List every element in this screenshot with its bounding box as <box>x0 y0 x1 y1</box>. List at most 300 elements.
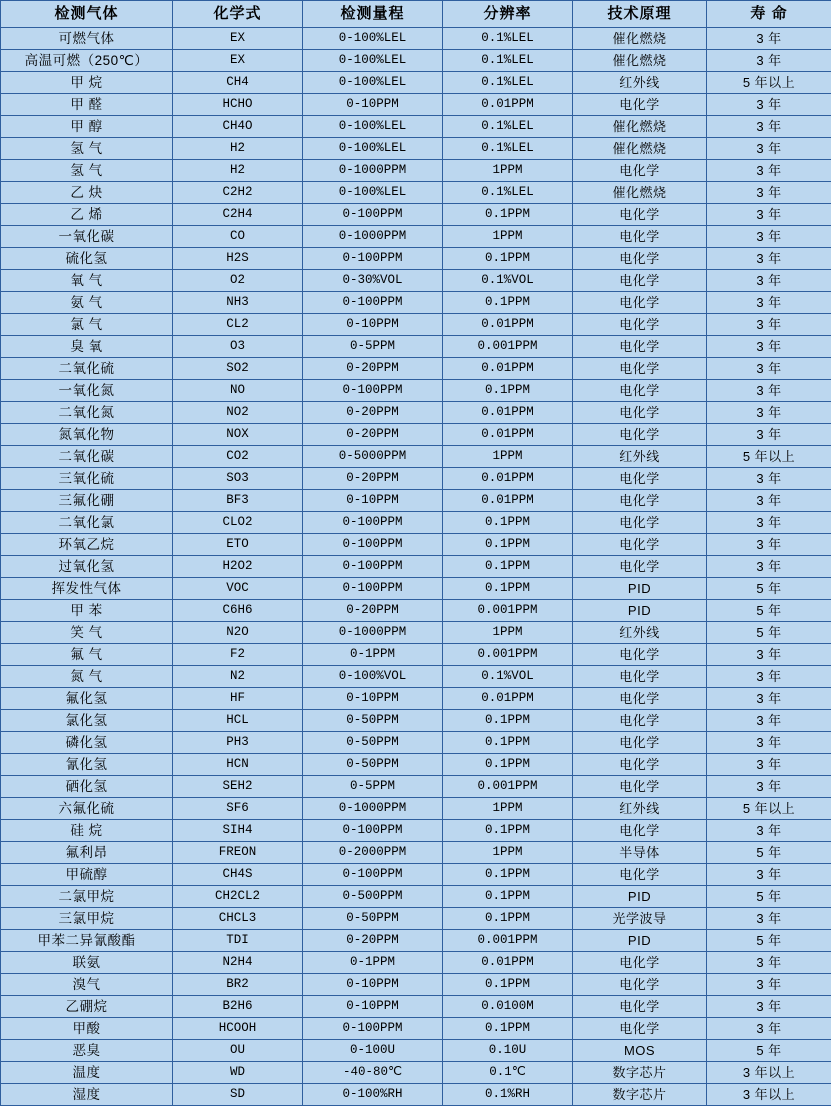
table-row <box>1 358 831 380</box>
cell-lifespan: 3 年 <box>707 138 831 160</box>
cell-detection-range: -40-80℃ <box>303 1062 443 1084</box>
cell-lifespan: 3 年 <box>707 424 831 446</box>
table-row <box>1 468 831 490</box>
cell-technical-principle: PID <box>573 930 707 952</box>
cell-gas-name: 氟利昂 <box>1 842 173 864</box>
cell-gas-name: 甲 苯 <box>1 600 173 622</box>
cell-technical-principle: 电化学 <box>573 974 707 996</box>
table-row <box>1 424 831 446</box>
cell-detection-range: 0-5000PPM <box>303 446 443 468</box>
cell-gas-name: 氢 气 <box>1 160 173 182</box>
cell-resolution: 1PPM <box>443 446 573 468</box>
cell-gas-name: 一氧化碳 <box>1 226 173 248</box>
cell-detection-range: 0-50PPM <box>303 908 443 930</box>
cell-resolution: 0.1%LEL <box>443 72 573 94</box>
cell-detection-range: 0-100PPM <box>303 820 443 842</box>
cell-chemical-formula: TDI <box>173 930 303 952</box>
cell-technical-principle: 电化学 <box>573 556 707 578</box>
cell-technical-principle: 电化学 <box>573 380 707 402</box>
cell-chemical-formula: VOC <box>173 578 303 600</box>
table-body <box>1 28 831 1106</box>
cell-detection-range: 0-10PPM <box>303 974 443 996</box>
table-row <box>1 556 831 578</box>
cell-gas-name: 二氧化氯 <box>1 512 173 534</box>
cell-detection-range: 0-5PPM <box>303 776 443 798</box>
cell-lifespan: 3 年 <box>707 512 831 534</box>
cell-resolution: 0.1PPM <box>443 380 573 402</box>
cell-resolution: 0.001PPM <box>443 776 573 798</box>
cell-chemical-formula: CO <box>173 226 303 248</box>
cell-lifespan: 3 年 <box>707 490 831 512</box>
cell-detection-range: 0-1000PPM <box>303 622 443 644</box>
cell-lifespan: 3 年 <box>707 732 831 754</box>
table-row <box>1 116 831 138</box>
cell-chemical-formula: N2 <box>173 666 303 688</box>
cell-resolution: 1PPM <box>443 798 573 820</box>
cell-technical-principle: 催化燃烧 <box>573 138 707 160</box>
cell-resolution: 0.1PPM <box>443 754 573 776</box>
cell-gas-name: 硅 烷 <box>1 820 173 842</box>
cell-lifespan: 3 年 <box>707 996 831 1018</box>
cell-gas-name: 硫化氢 <box>1 248 173 270</box>
cell-lifespan: 3 年 <box>707 644 831 666</box>
cell-chemical-formula: EX <box>173 28 303 50</box>
cell-detection-range: 0-100PPM <box>303 556 443 578</box>
cell-lifespan: 3 年 <box>707 50 831 72</box>
cell-resolution: 0.01PPM <box>443 490 573 512</box>
cell-resolution: 0.001PPM <box>443 644 573 666</box>
cell-detection-range: 0-500PPM <box>303 886 443 908</box>
cell-technical-principle: 电化学 <box>573 952 707 974</box>
cell-lifespan: 3 年 <box>707 710 831 732</box>
table-row <box>1 248 831 270</box>
table-row <box>1 666 831 688</box>
cell-lifespan: 5 年 <box>707 886 831 908</box>
cell-resolution: 0.1PPM <box>443 534 573 556</box>
table-row <box>1 820 831 842</box>
cell-resolution: 0.0100M <box>443 996 573 1018</box>
cell-chemical-formula: H2S <box>173 248 303 270</box>
cell-resolution: 0.01PPM <box>443 952 573 974</box>
cell-lifespan: 3 年 <box>707 94 831 116</box>
cell-resolution: 0.01PPM <box>443 424 573 446</box>
cell-technical-principle: 电化学 <box>573 358 707 380</box>
table-row <box>1 1084 831 1106</box>
cell-lifespan: 5 年 <box>707 622 831 644</box>
cell-lifespan: 3 年 <box>707 534 831 556</box>
cell-gas-name: 氮 气 <box>1 666 173 688</box>
cell-detection-range: 0-10PPM <box>303 314 443 336</box>
cell-resolution: 0.01PPM <box>443 468 573 490</box>
cell-detection-range: 0-50PPM <box>303 732 443 754</box>
table-row <box>1 952 831 974</box>
table-row <box>1 28 831 50</box>
cell-chemical-formula: CL2 <box>173 314 303 336</box>
cell-technical-principle: 电化学 <box>573 270 707 292</box>
cell-resolution: 0.01PPM <box>443 358 573 380</box>
cell-technical-principle: 数字芯片 <box>573 1062 707 1084</box>
cell-detection-range: 0-100PPM <box>303 534 443 556</box>
cell-detection-range: 0-20PPM <box>303 600 443 622</box>
cell-lifespan: 3 年 <box>707 336 831 358</box>
cell-lifespan: 3 年以上 <box>707 1062 831 1084</box>
table-row <box>1 622 831 644</box>
cell-resolution: 0.01PPM <box>443 402 573 424</box>
cell-resolution: 0.1%LEL <box>443 50 573 72</box>
cell-chemical-formula: ETO <box>173 534 303 556</box>
cell-resolution: 0.1%LEL <box>443 116 573 138</box>
cell-detection-range: 0-10PPM <box>303 490 443 512</box>
table-row <box>1 732 831 754</box>
cell-lifespan: 3 年 <box>707 270 831 292</box>
table-row <box>1 578 831 600</box>
cell-gas-name: 甲 醇 <box>1 116 173 138</box>
cell-lifespan: 5 年以上 <box>707 72 831 94</box>
cell-resolution: 0.1PPM <box>443 864 573 886</box>
cell-detection-range: 0-10PPM <box>303 688 443 710</box>
table-row <box>1 380 831 402</box>
cell-detection-range: 0-100%LEL <box>303 28 443 50</box>
cell-technical-principle: 电化学 <box>573 336 707 358</box>
cell-lifespan: 3 年 <box>707 380 831 402</box>
cell-gas-name: 甲 醛 <box>1 94 173 116</box>
cell-detection-range: 0-100%LEL <box>303 182 443 204</box>
cell-chemical-formula: BF3 <box>173 490 303 512</box>
cell-gas-name: 氨 气 <box>1 292 173 314</box>
cell-resolution: 1PPM <box>443 622 573 644</box>
cell-resolution: 1PPM <box>443 842 573 864</box>
cell-lifespan: 5 年 <box>707 930 831 952</box>
table-row <box>1 864 831 886</box>
cell-resolution: 0.1℃ <box>443 1062 573 1084</box>
cell-detection-range: 0-100%LEL <box>303 72 443 94</box>
cell-chemical-formula: BR2 <box>173 974 303 996</box>
table-row <box>1 534 831 556</box>
cell-detection-range: 0-100%VOL <box>303 666 443 688</box>
table-row <box>1 490 831 512</box>
cell-technical-principle: 电化学 <box>573 666 707 688</box>
cell-resolution: 0.001PPM <box>443 336 573 358</box>
cell-gas-name: 乙 炔 <box>1 182 173 204</box>
cell-technical-principle: 电化学 <box>573 710 707 732</box>
cell-resolution: 0.1PPM <box>443 204 573 226</box>
cell-gas-name: 氢 气 <box>1 138 173 160</box>
cell-lifespan: 3 年 <box>707 248 831 270</box>
cell-technical-principle: 电化学 <box>573 820 707 842</box>
cell-detection-range: 0-10PPM <box>303 996 443 1018</box>
cell-chemical-formula: HCN <box>173 754 303 776</box>
cell-gas-name: 氧 气 <box>1 270 173 292</box>
cell-detection-range: 0-100PPM <box>303 1018 443 1040</box>
cell-lifespan: 3 年 <box>707 160 831 182</box>
cell-lifespan: 3 年 <box>707 402 831 424</box>
table-row <box>1 600 831 622</box>
cell-lifespan: 3 年 <box>707 864 831 886</box>
cell-detection-range: 0-1000PPM <box>303 798 443 820</box>
cell-gas-name: 三氯甲烷 <box>1 908 173 930</box>
cell-technical-principle: 催化燃烧 <box>573 50 707 72</box>
table-header <box>1 1 831 28</box>
cell-detection-range: 0-100PPM <box>303 380 443 402</box>
table-row <box>1 94 831 116</box>
cell-technical-principle: 催化燃烧 <box>573 182 707 204</box>
cell-resolution: 0.1%LEL <box>443 182 573 204</box>
cell-technical-principle: 数字芯片 <box>573 1084 707 1106</box>
cell-resolution: 0.01PPM <box>443 314 573 336</box>
cell-chemical-formula: SEH2 <box>173 776 303 798</box>
cell-resolution: 0.1PPM <box>443 512 573 534</box>
cell-detection-range: 0-100PPM <box>303 204 443 226</box>
cell-detection-range: 0-2000PPM <box>303 842 443 864</box>
cell-chemical-formula: HCHO <box>173 94 303 116</box>
cell-chemical-formula: SO2 <box>173 358 303 380</box>
cell-chemical-formula: HCL <box>173 710 303 732</box>
cell-technical-principle: 催化燃烧 <box>573 116 707 138</box>
cell-chemical-formula: HCOOH <box>173 1018 303 1040</box>
table-row <box>1 930 831 952</box>
cell-resolution: 0.1%VOL <box>443 666 573 688</box>
cell-chemical-formula: CH4O <box>173 116 303 138</box>
cell-gas-name: 二氧化硫 <box>1 358 173 380</box>
table-row <box>1 446 831 468</box>
cell-detection-range: 0-100U <box>303 1040 443 1062</box>
cell-resolution: 0.1PPM <box>443 1018 573 1040</box>
cell-technical-principle: 电化学 <box>573 864 707 886</box>
cell-lifespan: 3 年 <box>707 468 831 490</box>
cell-resolution: 1PPM <box>443 160 573 182</box>
cell-lifespan: 3 年 <box>707 182 831 204</box>
cell-lifespan: 3 年 <box>707 754 831 776</box>
cell-detection-range: 0-5PPM <box>303 336 443 358</box>
cell-technical-principle: 光学波导 <box>573 908 707 930</box>
column-header-technical-principle: 技术原理 <box>573 1 707 28</box>
table-row <box>1 842 831 864</box>
table-header-row <box>1 1 831 28</box>
column-header-resolution: 分辨率 <box>443 1 573 28</box>
cell-detection-range: 0-100PPM <box>303 512 443 534</box>
cell-detection-range: 0-20PPM <box>303 930 443 952</box>
column-header-lifespan: 寿 命 <box>707 1 831 28</box>
column-header-chemical-formula: 化学式 <box>173 1 303 28</box>
cell-chemical-formula: PH3 <box>173 732 303 754</box>
cell-technical-principle: 电化学 <box>573 204 707 226</box>
cell-chemical-formula: NO <box>173 380 303 402</box>
cell-technical-principle: 电化学 <box>573 732 707 754</box>
cell-chemical-formula: B2H6 <box>173 996 303 1018</box>
table-row <box>1 336 831 358</box>
cell-detection-range: 0-100PPM <box>303 248 443 270</box>
table-row <box>1 160 831 182</box>
cell-lifespan: 3 年 <box>707 28 831 50</box>
cell-detection-range: 0-1PPM <box>303 952 443 974</box>
cell-technical-principle: 电化学 <box>573 534 707 556</box>
cell-lifespan: 5 年以上 <box>707 798 831 820</box>
cell-chemical-formula: CH2CL2 <box>173 886 303 908</box>
table-row <box>1 138 831 160</box>
cell-technical-principle: 电化学 <box>573 226 707 248</box>
cell-gas-name: 二氧化碳 <box>1 446 173 468</box>
cell-chemical-formula: CH4S <box>173 864 303 886</box>
cell-chemical-formula: O2 <box>173 270 303 292</box>
cell-gas-name: 磷化氢 <box>1 732 173 754</box>
cell-gas-name: 氰化氢 <box>1 754 173 776</box>
cell-technical-principle: 电化学 <box>573 1018 707 1040</box>
cell-gas-name: 臭 氧 <box>1 336 173 358</box>
cell-lifespan: 3 年 <box>707 908 831 930</box>
cell-chemical-formula: WD <box>173 1062 303 1084</box>
cell-detection-range: 0-20PPM <box>303 424 443 446</box>
column-header-gas-name: 检测气体 <box>1 1 173 28</box>
table-row <box>1 402 831 424</box>
cell-gas-name: 氯化氢 <box>1 710 173 732</box>
table-row <box>1 1040 831 1062</box>
cell-technical-principle: PID <box>573 578 707 600</box>
cell-detection-range: 0-50PPM <box>303 754 443 776</box>
cell-resolution: 0.1PPM <box>443 908 573 930</box>
cell-chemical-formula: C2H4 <box>173 204 303 226</box>
cell-chemical-formula: HF <box>173 688 303 710</box>
cell-lifespan: 5 年以上 <box>707 446 831 468</box>
cell-resolution: 0.001PPM <box>443 600 573 622</box>
cell-chemical-formula: SO3 <box>173 468 303 490</box>
cell-chemical-formula: H2 <box>173 160 303 182</box>
cell-lifespan: 3 年 <box>707 666 831 688</box>
cell-resolution: 0.01PPM <box>443 688 573 710</box>
cell-gas-name: 硒化氢 <box>1 776 173 798</box>
cell-chemical-formula: SD <box>173 1084 303 1106</box>
cell-technical-principle: 红外线 <box>573 798 707 820</box>
cell-technical-principle: 电化学 <box>573 512 707 534</box>
table-row <box>1 798 831 820</box>
cell-resolution: 0.1PPM <box>443 820 573 842</box>
cell-chemical-formula: SF6 <box>173 798 303 820</box>
cell-technical-principle: PID <box>573 600 707 622</box>
cell-gas-name: 甲 烷 <box>1 72 173 94</box>
cell-gas-name: 高温可燃（250℃） <box>1 50 173 72</box>
cell-resolution: 0.001PPM <box>443 930 573 952</box>
cell-chemical-formula: C6H6 <box>173 600 303 622</box>
cell-chemical-formula: SIH4 <box>173 820 303 842</box>
cell-resolution: 0.1PPM <box>443 710 573 732</box>
table-row <box>1 644 831 666</box>
cell-lifespan: 3 年 <box>707 776 831 798</box>
cell-detection-range: 0-1PPM <box>303 644 443 666</box>
cell-lifespan: 3 年 <box>707 952 831 974</box>
cell-technical-principle: 电化学 <box>573 996 707 1018</box>
cell-chemical-formula: H2 <box>173 138 303 160</box>
cell-detection-range: 0-100PPM <box>303 864 443 886</box>
cell-gas-name: 联氨 <box>1 952 173 974</box>
cell-resolution: 0.1PPM <box>443 732 573 754</box>
table-row <box>1 182 831 204</box>
cell-lifespan: 3 年 <box>707 688 831 710</box>
cell-technical-principle: 电化学 <box>573 754 707 776</box>
cell-resolution: 0.1%VOL <box>443 270 573 292</box>
cell-gas-name: 甲苯二异氰酸酯 <box>1 930 173 952</box>
table-row <box>1 72 831 94</box>
cell-technical-principle: 电化学 <box>573 644 707 666</box>
cell-detection-range: 0-100%RH <box>303 1084 443 1106</box>
cell-resolution: 0.1PPM <box>443 248 573 270</box>
cell-gas-name: 环氧乙烷 <box>1 534 173 556</box>
cell-lifespan: 3 年 <box>707 974 831 996</box>
table-row <box>1 886 831 908</box>
cell-detection-range: 0-100%LEL <box>303 138 443 160</box>
cell-technical-principle: 电化学 <box>573 314 707 336</box>
cell-lifespan: 3 年 <box>707 226 831 248</box>
cell-technical-principle: MOS <box>573 1040 707 1062</box>
cell-resolution: 0.1PPM <box>443 556 573 578</box>
cell-technical-principle: 电化学 <box>573 94 707 116</box>
cell-lifespan: 3 年 <box>707 556 831 578</box>
column-header-detection-range: 检测量程 <box>303 1 443 28</box>
cell-technical-principle: 电化学 <box>573 402 707 424</box>
cell-gas-name: 六氟化硫 <box>1 798 173 820</box>
cell-chemical-formula: NH3 <box>173 292 303 314</box>
cell-detection-range: 0-10PPM <box>303 94 443 116</box>
cell-gas-name: 甲酸 <box>1 1018 173 1040</box>
cell-technical-principle: 催化燃烧 <box>573 28 707 50</box>
cell-resolution: 0.1%RH <box>443 1084 573 1106</box>
cell-gas-name: 乙 烯 <box>1 204 173 226</box>
cell-lifespan: 5 年 <box>707 600 831 622</box>
cell-chemical-formula: N2O <box>173 622 303 644</box>
cell-resolution: 0.1PPM <box>443 886 573 908</box>
table-row <box>1 314 831 336</box>
cell-chemical-formula: C2H2 <box>173 182 303 204</box>
cell-detection-range: 0-20PPM <box>303 402 443 424</box>
cell-detection-range: 0-30%VOL <box>303 270 443 292</box>
cell-gas-name: 三氧化硫 <box>1 468 173 490</box>
cell-detection-range: 0-1000PPM <box>303 226 443 248</box>
cell-chemical-formula: CHCL3 <box>173 908 303 930</box>
cell-technical-principle: 电化学 <box>573 292 707 314</box>
cell-detection-range: 0-100%LEL <box>303 50 443 72</box>
cell-gas-name: 二氧化氮 <box>1 402 173 424</box>
cell-detection-range: 0-50PPM <box>303 710 443 732</box>
cell-detection-range: 0-20PPM <box>303 468 443 490</box>
cell-chemical-formula: CO2 <box>173 446 303 468</box>
cell-gas-name: 过氧化氢 <box>1 556 173 578</box>
table-row <box>1 1062 831 1084</box>
cell-lifespan: 3 年 <box>707 820 831 842</box>
cell-gas-name: 溴气 <box>1 974 173 996</box>
cell-resolution: 0.1%LEL <box>443 138 573 160</box>
cell-gas-name: 笑 气 <box>1 622 173 644</box>
cell-gas-name: 三氟化硼 <box>1 490 173 512</box>
cell-gas-name: 二氯甲烷 <box>1 886 173 908</box>
cell-chemical-formula: F2 <box>173 644 303 666</box>
cell-chemical-formula: OU <box>173 1040 303 1062</box>
cell-technical-principle: 红外线 <box>573 446 707 468</box>
cell-gas-name: 挥发性气体 <box>1 578 173 600</box>
table-row <box>1 754 831 776</box>
cell-technical-principle: 半导体 <box>573 842 707 864</box>
table-row <box>1 226 831 248</box>
table-row <box>1 908 831 930</box>
cell-technical-principle: 电化学 <box>573 490 707 512</box>
cell-lifespan: 3 年 <box>707 358 831 380</box>
cell-gas-name: 氟 气 <box>1 644 173 666</box>
cell-chemical-formula: CLO2 <box>173 512 303 534</box>
cell-gas-name: 温度 <box>1 1062 173 1084</box>
table-row <box>1 1018 831 1040</box>
cell-resolution: 0.01PPM <box>443 94 573 116</box>
table-row <box>1 776 831 798</box>
cell-chemical-formula: FREON <box>173 842 303 864</box>
cell-chemical-formula: H2O2 <box>173 556 303 578</box>
cell-technical-principle: 电化学 <box>573 688 707 710</box>
